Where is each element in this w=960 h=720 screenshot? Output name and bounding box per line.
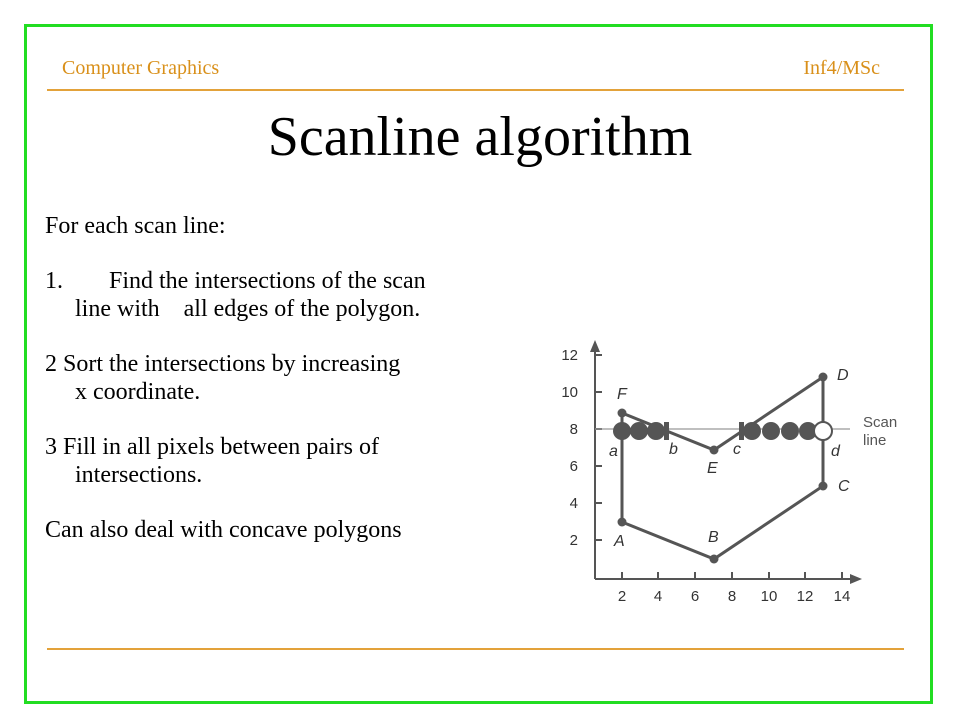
slide-title: Scanline algorithm xyxy=(267,106,693,168)
vertex-label-c: C xyxy=(838,478,850,495)
intro-text: For each scan line: xyxy=(45,213,226,239)
step-2-line-2: x coordinate. xyxy=(75,379,201,405)
vertex-label-a: A xyxy=(614,533,625,550)
span-start-marker-c xyxy=(739,422,744,440)
pixel-dot xyxy=(743,422,761,440)
x-tick-label: 10 xyxy=(760,588,778,605)
concave-note: Can also deal with concave polygons xyxy=(45,517,402,543)
y-tick-label: 6 xyxy=(569,458,578,475)
vertex-c xyxy=(819,482,828,491)
header-divider xyxy=(47,89,904,91)
vertex-f xyxy=(618,409,627,418)
step-1-number: 1. xyxy=(45,268,63,294)
pixel-dot xyxy=(647,422,665,440)
step-2-line-1: 2 Sort the intersections by increasing xyxy=(45,351,401,377)
polygon-outline xyxy=(622,377,823,559)
footer-divider xyxy=(47,648,904,650)
span-end-marker-b xyxy=(664,422,669,440)
vertex-label-e: E xyxy=(707,460,718,477)
vertex-b xyxy=(710,555,719,564)
step-1-line-1 xyxy=(45,267,545,295)
pixel-dot xyxy=(613,422,631,440)
open-pixel-d xyxy=(814,422,832,440)
step-1-line-2: line with all edges of the polygon. xyxy=(75,296,421,322)
pixel-dot xyxy=(781,422,799,440)
step-1-text: Find the intersections of the scan xyxy=(109,268,426,294)
y-tick-label: 12 xyxy=(561,347,578,364)
vertex-d xyxy=(819,373,828,382)
intersection-label-b: b xyxy=(669,441,678,458)
x-axis-arrow-icon xyxy=(850,574,862,584)
intersection-label-d: d xyxy=(831,443,840,460)
x-tick-label: 8 xyxy=(727,588,737,605)
y-axis-arrow-icon xyxy=(590,340,600,352)
scan-label-line: line xyxy=(863,432,887,449)
intersection-label-a: a xyxy=(609,443,618,460)
y-tick-label: 2 xyxy=(569,532,578,549)
y-tick-label: 8 xyxy=(569,421,578,438)
slide-body xyxy=(45,212,545,544)
scanline-diagram xyxy=(550,330,898,610)
x-tick-label: 14 xyxy=(833,588,851,605)
vertex-a xyxy=(618,518,627,527)
course-title: Computer Graphics xyxy=(62,57,220,79)
intersection-label-c: c xyxy=(733,441,741,458)
y-tick-label: 4 xyxy=(569,495,578,512)
vertex-label-b: B xyxy=(708,529,719,546)
x-tick-label: 4 xyxy=(653,588,663,605)
scan-label: Scan xyxy=(863,414,898,431)
step-3-line-2: intersections. xyxy=(75,462,203,488)
vertex-e xyxy=(710,446,719,455)
y-tick-label: 10 xyxy=(561,384,578,401)
scanline-figure xyxy=(550,330,898,610)
vertex-label-f: F xyxy=(617,386,627,403)
x-tick-label: 12 xyxy=(796,588,814,605)
pixel-dot xyxy=(630,422,648,440)
vertex-label-d: D xyxy=(837,367,849,384)
course-code: Inf4/MSc xyxy=(803,57,880,79)
pixel-dot xyxy=(762,422,780,440)
x-tick-label: 2 xyxy=(617,588,627,605)
x-tick-label: 6 xyxy=(690,588,700,605)
step-3-line-1: 3 Fill in all pixels between pairs of xyxy=(45,434,379,460)
